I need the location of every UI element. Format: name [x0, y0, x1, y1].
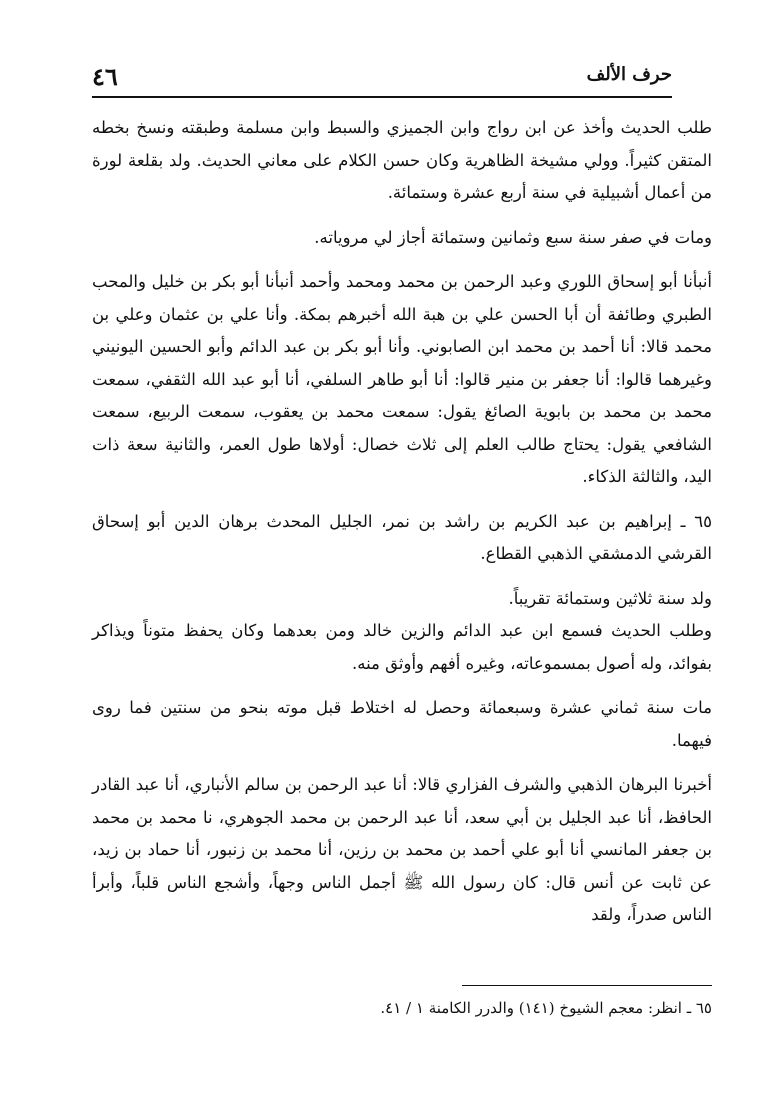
entry-heading-paragraph: ٦٥ ـ إبراهيم بن عبد الكريم بن راشد بن نمر، الجليل المحدث برهان الدين أبو إسحاق القرشي الدمشقي الذهبي القطاع. — [92, 511, 712, 563]
footnote-divider — [462, 985, 712, 986]
paragraph: طلب الحديث وأخذ عن ابن رواج وابن الجميزي والسبط وابن مسلمة وطبقته ونسخ بخطه المتقن كثيراً. وولي مشيخة الظاهرية وكان حسن الكلام على معاني الحديث. ولد بقلعة لورة من أعمال أشبيلية في سنة أربع عشرة وستمائة. — [92, 118, 712, 202]
paragraph: وطلب الحديث فسمع ابن عبد الدائم والزين خالد ومن بعدهما وكان يحفظ متوناً ويذاكر بفوائد، وله أصول بمسموعاته، وغيره أفهم وأوثق منه. — [92, 621, 712, 673]
paragraph: أنبأنا أبو إسحاق اللوري وعبد الرحمن بن محمد ومحمد وأحمد أنبأنا أبو بكر بن خليل والمحب الطبري وطائفة أن أبا الحسن علي بن هبة الله أخبرهم بمكة. وأنا علي بن عثمان وعلي بن محمد قالا: أنا أحمد بن محمد ابن الصابوني. وأنا أبو بكر بن عبد الدائم وأبو الحسين اليونيني وغيرهما قالوا: أنا جعفر بن منير قالوا: أنا أبو طاهر السلفي، أنا أبو عبد الله الثقفي، سمعت محمد بن محمد بن بابوية الصائغ يقول: سمعت محمد بن يعقوب، سمعت الربيع، سمعت الشافعي يقول: يحتاج طالب العلم إلى ثلاث خصال: أولاها طول العمر، والثانية سعة ذات اليد، والثالثة الذكاء. — [92, 272, 712, 486]
main-text — [92, 112, 712, 932]
paragraph: أخبرنا البرهان الذهبي والشرف الفزاري قالا: أنا عبد الرحمن بن سالم الأنباري، أنا عبد القادر الحافظ، أنا عبد الجليل بن أبي سعد، أنا عبد الرحمن بن محمد الجوهري، نا محمد بن محمد بن جعفر المانسي أنا أبو علي أحمد بن محمد بن رزين، أنا محمد بن زنبور، أنا حماد بن زيد، عن ثابت عن أنس قال: كان رسول الله ﷺ أجمل الناس وجهاً، وأشجع الناس قلباً، وأبرأ الناس صدراً، ولقد — [92, 775, 712, 924]
paragraph: مات سنة ثماني عشرة وسبعمائة وحصل له اختلاط قبل موته بنحو من سنتين فما روى فيهما. — [92, 698, 712, 750]
page-header — [92, 62, 672, 98]
section-title: حرف الألف — [586, 64, 672, 85]
paragraph: ومات في صفر سنة سبع وثمانين وستمائة أجاز لي مروياته. — [314, 227, 712, 247]
footnote: ٦٥ ـ انظر: معجم الشيوخ (١٤١) والدرر الكامنة ١ / ٤١. — [380, 999, 712, 1017]
paragraph: ولد سنة ثلاثين وستمائة تقريباً. — [508, 588, 712, 608]
page-number: ٤٦ — [92, 62, 118, 91]
